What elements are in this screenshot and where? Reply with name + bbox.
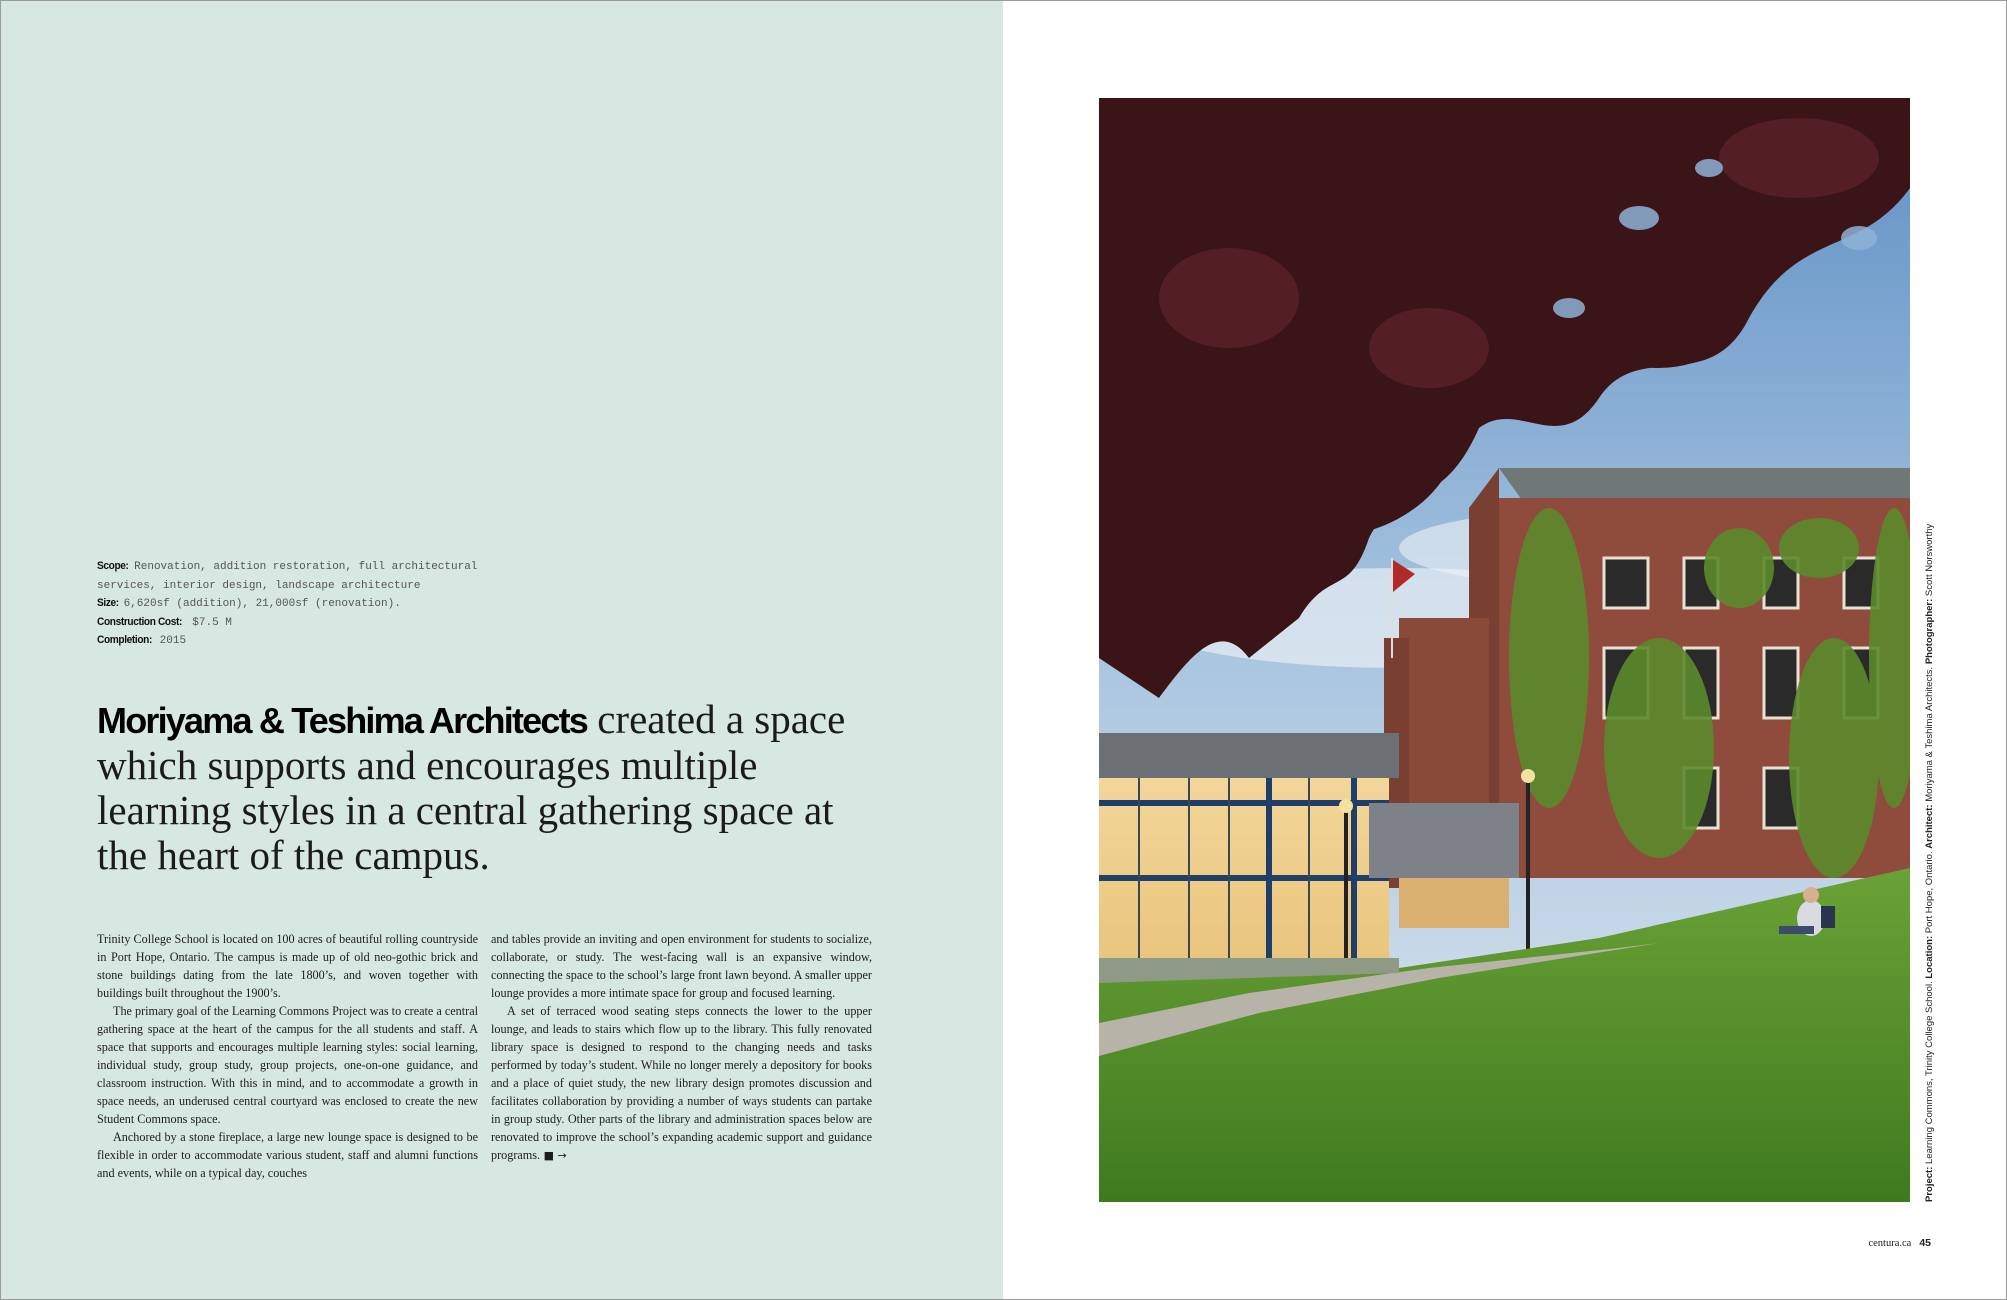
headline-text: created a space which supports and encourages multiple learning styles in a central gathering space at the heart of the campus. xyxy=(97,696,846,878)
spec-completion-value: 2015 xyxy=(159,635,187,647)
spec-cost xyxy=(97,614,517,633)
body-column-2 xyxy=(491,930,872,1165)
body-paragraph: and tables provide an inviting and open environment for students to socialize, collaborate, or study. The west-facing wall is an expansive window, connecting the space to the school’s large front lawn beyond. A smaller upper lounge provides a more intimate space for group and focused learning. xyxy=(491,932,872,1000)
project-specs xyxy=(97,558,517,651)
left-page xyxy=(0,0,1003,1300)
credit-architect-label: Architect: xyxy=(1924,804,1935,849)
spec-scope-cont xyxy=(97,577,517,596)
spec-cost-value: $7.5 M xyxy=(192,616,232,629)
page-number: 45 xyxy=(1919,1237,1931,1249)
body-paragraph: Trinity College School is located on 100 acres of beautiful rolling countryside in Port Hope, Ontario. The campus is made up of old neo-gothic brick and stone buildings dating from the late 1800’s, and woven together with buildings built throughout the 1900’s. xyxy=(97,932,478,1000)
page-footer xyxy=(1868,1237,1931,1249)
spec-size-value: 6,620sf (addition), 21,000sf (renovation). xyxy=(123,598,401,610)
spec-scope-value-2: services, interior design, landscape architecture xyxy=(97,579,421,592)
body-column-1 xyxy=(97,930,478,1182)
credit-architect-value: Moriyama & Teshima Architects. xyxy=(1924,664,1935,805)
spec-scope-value: Renovation, addition restoration, full architectural xyxy=(134,561,478,573)
spec-cost-label: Construction Cost: xyxy=(97,615,183,628)
spec-size-label: Size: xyxy=(97,597,119,609)
spec-scope-label: Scope: xyxy=(97,560,129,572)
body-paragraph-text: A set of terraced wood seating steps connects the lower to the upper lounge, and leads to stairs which flow up to the library. This fully renovated library space is designed to respond to the changing needs and tasks performed by today’s student. While no longer merely a depository for books and a place of quiet study, the new library design promotes discussion and facilitates collaboration by providing a number of ways students can partake in group study. Other parts of the library and administration spaces below are renovated to improve the school’s expanding academic support and guidance programs. xyxy=(491,1004,872,1162)
campus-photo-illustration xyxy=(1099,98,1910,1202)
spec-completion xyxy=(97,632,517,651)
campus-photo xyxy=(1099,98,1910,1202)
headline xyxy=(97,697,887,878)
credit-photographer-label: Photographer: xyxy=(1924,598,1935,665)
credit-project-value: Learning Commons, Trinity College School. xyxy=(1924,978,1935,1167)
credit-location-label: Location: xyxy=(1924,935,1935,979)
spec-completion-label: Completion: xyxy=(97,634,152,646)
body-paragraph: Anchored by a stone fireplace, a large new lounge space is designed to be flexible in order to accommodate various student, staff and alumni functions and events, while on a typical day, couches xyxy=(97,1130,478,1180)
body-paragraph: The primary goal of the Learning Commons Project was to create a central gathering space at the heart of the campus for the all students and staff. A space that supports and encourages multiple learning styles: social learning, individual study, group study, group projects, one-on-one guidance, and classroom instruction. With this in mind, and to accommodate a growth in space needs, an underused central courtyard was enclosed to create the new Student Commons space. xyxy=(97,1004,478,1126)
spec-scope xyxy=(97,558,517,577)
photo-credit xyxy=(1924,512,1935,1202)
end-mark-icon: ■ → xyxy=(540,1149,567,1162)
footer-site: centura.ca xyxy=(1868,1238,1912,1249)
spec-size xyxy=(97,595,517,614)
body-paragraph xyxy=(491,1002,872,1165)
credit-location-value: Port Hope, Ontario. xyxy=(1924,848,1935,936)
credit-photographer-value: Scott Norsworthy xyxy=(1924,523,1935,599)
credit-project-label: Project: xyxy=(1924,1166,1935,1202)
headline-firm: Moriyama & Teshima Architects xyxy=(97,700,587,741)
